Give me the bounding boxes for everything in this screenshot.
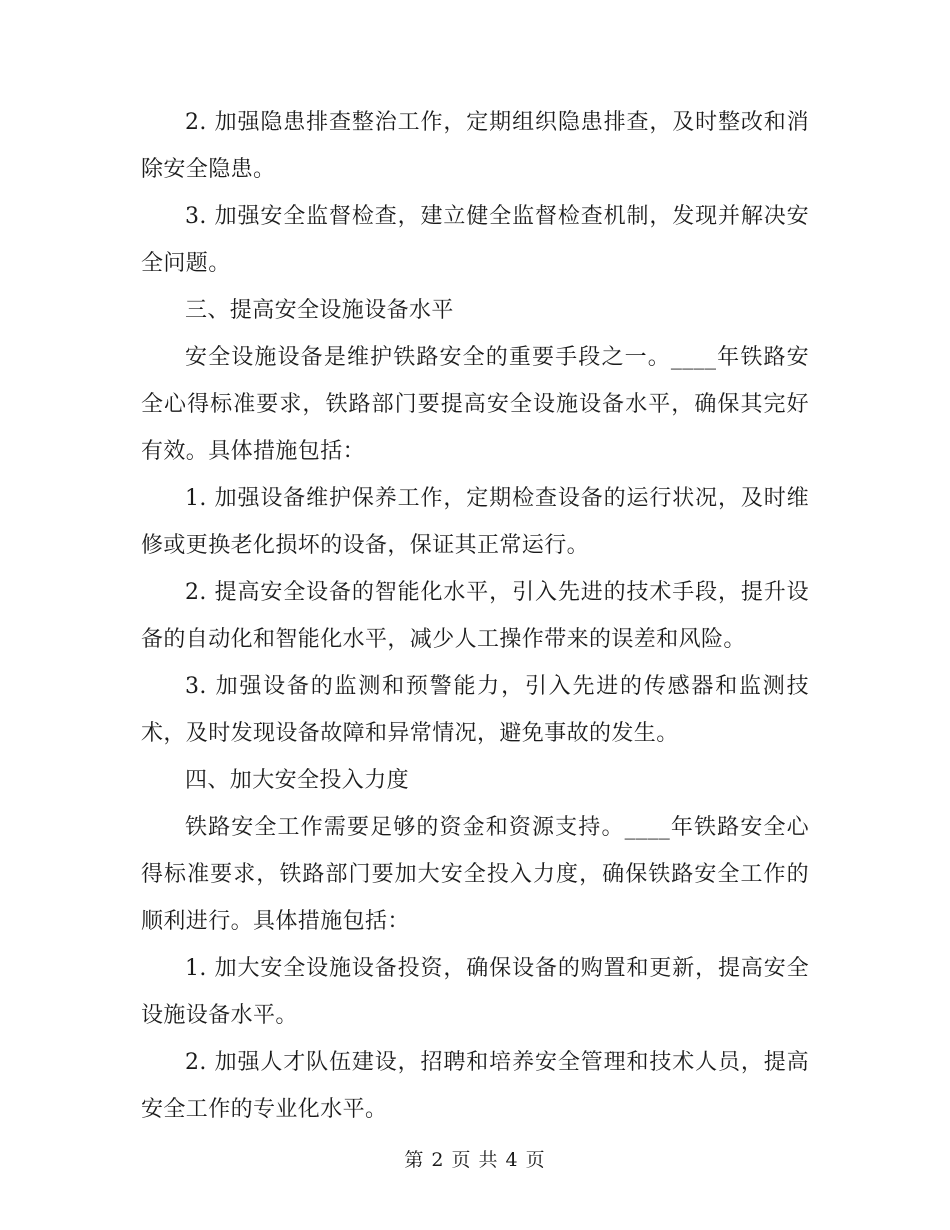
page-number-footer: 第 2 页 共 4 页 (404, 1149, 546, 1171)
list-item-3-equipment-monitoring: 3. 加强设备的监测和预警能力，引入先进的传感器和监测技术，及时发现设备故障和异常情况，避免事故的发生。 (141, 674, 809, 746)
section-3-intro-paragraph: 安全设施设备是维护铁路安全的重要手段之一。____年铁路安全心得标准要求，铁路部门要提高安全设施设备水平，确保其完好有效。具体措施包括： (141, 345, 809, 464)
section-heading-4: 四、加大安全投入力度 (185, 768, 410, 793)
list-item-1-equipment-maintenance: 1. 加强设备维护保养工作，定期检查设备的运行状况，及时维修或更换老化损坏的设备，保证其正常运行。 (141, 486, 809, 558)
section-4-intro-paragraph: 铁路安全工作需要足够的资金和资源支持。____年铁路安全心得标准要求，铁路部门要加大安全投入力度，确保铁路安全工作的顺利进行。具体措施包括： (141, 815, 809, 934)
list-item-1-investment: 1. 加大安全设施设备投资，确保设备的购置和更新，提高安全设施设备水平。 (141, 956, 809, 1028)
section-heading-3: 三、提高安全设施设备水平 (185, 298, 454, 323)
document-body (141, 99, 809, 1133)
list-item-3-supervision-inspection: 3. 加强安全监督检查，建立健全监督检查机制，发现并解决安全问题。 (141, 204, 809, 276)
list-item-2-talent-building: 2. 加强人才队伍建设，招聘和培养安全管理和技术人员，提高安全工作的专业化水平。 (141, 1050, 809, 1122)
list-item-2-hazard-rectification: 2. 加强隐患排查整治工作，定期组织隐患排查，及时整改和消除安全隐患。 (141, 110, 809, 182)
list-item-2-equipment-intelligence: 2. 提高安全设备的智能化水平，引入先进的技术手段，提升设备的自动化和智能化水平，减少人工操作带来的误差和风险。 (141, 580, 809, 652)
